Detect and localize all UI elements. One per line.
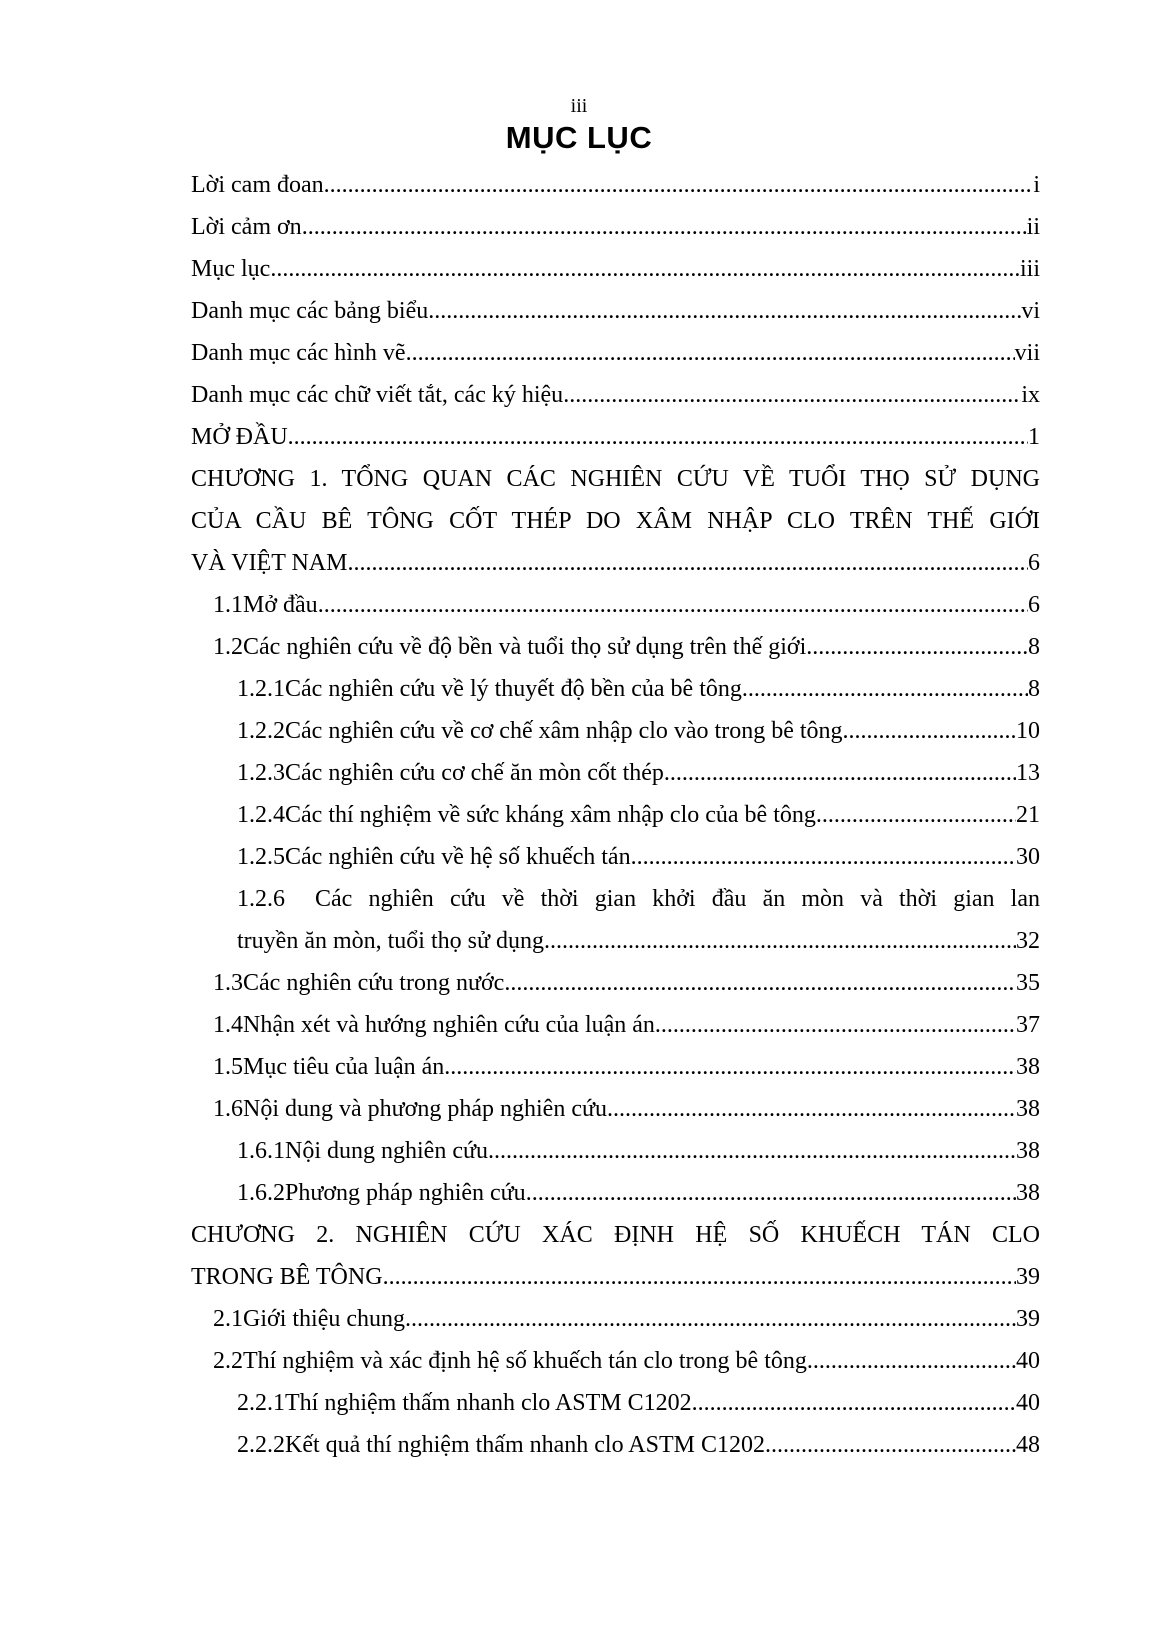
toc-entry-page: 13 (1016, 760, 1040, 786)
dot-leader (806, 626, 1028, 668)
dot-leader (383, 1256, 1016, 1298)
section-number: 1.2.1 (237, 676, 285, 702)
toc-entry-page: 6 (1028, 592, 1040, 618)
dot-leader (664, 752, 1016, 794)
section-number: 1.2 (213, 634, 243, 660)
section-number: 1.6 (213, 1096, 243, 1122)
toc-entry-1-2-4[interactable] (191, 794, 1040, 836)
toc-entry-page: ii (1026, 214, 1040, 240)
page-title: MỤC LỤC (505, 120, 653, 155)
table-of-contents (191, 164, 1040, 1466)
toc-entry-page: 40 (1016, 1348, 1040, 1374)
toc-entry-chapter-1[interactable] (191, 458, 1040, 584)
toc-entry-label: Nội dung và phương pháp nghiên cứu (243, 1096, 607, 1122)
toc-entry-label-continued: truyền ăn mòn, tuổi thọ sử dụng (237, 928, 544, 954)
dot-leader (655, 1004, 1016, 1046)
section-number: 1.3 (213, 970, 243, 996)
dot-leader (526, 1172, 1016, 1214)
dot-leader (405, 1298, 1016, 1340)
toc-entry-page: 38 (1016, 1180, 1040, 1206)
section-number: 1.2.2 (237, 718, 285, 744)
dot-leader (488, 1130, 1016, 1172)
toc-entry-page: 48 (1016, 1432, 1040, 1458)
toc-entry-label: Các nghiên cứu về hệ số khuếch tán (285, 844, 631, 870)
toc-entry-label: Các nghiên cứu về thời gian khởi đầu ăn mòn và thời gian lan (315, 886, 1040, 912)
toc-entry-page: 1 (1028, 424, 1040, 450)
toc-entry-page: vii (1014, 340, 1040, 366)
toc-entry-label: MỞ ĐẦU (191, 424, 288, 450)
toc-entry-label: Nội dung nghiên cứu (285, 1138, 488, 1164)
section-number: 1.5 (213, 1054, 243, 1080)
section-number: 1.4 (213, 1012, 243, 1038)
toc-entry-hinh-ve[interactable] (191, 332, 1040, 374)
toc-entry-1-6[interactable] (191, 1088, 1040, 1130)
toc-entry-page: 38 (1016, 1138, 1040, 1164)
toc-entry-page: 32 (1016, 928, 1040, 954)
dot-leader (444, 1046, 1016, 1088)
toc-entry-label: Lời cảm ơn (191, 214, 302, 240)
toc-entry-page: 35 (1016, 970, 1040, 996)
section-number: 1.1 (213, 592, 243, 618)
dot-leader (324, 164, 1034, 206)
toc-entry-label: Danh mục các bảng biểu (191, 298, 429, 324)
section-number: 1.2.3 (237, 760, 285, 786)
toc-entry-page: iii (1019, 256, 1040, 282)
toc-entry-1-5[interactable] (191, 1046, 1040, 1088)
toc-entry-page: 8 (1028, 676, 1040, 702)
dot-leader (428, 290, 1021, 332)
toc-entry-chu-viet-tat[interactable] (191, 374, 1040, 416)
toc-entry-label: Các nghiên cứu cơ chế ăn mòn cốt thép (285, 760, 664, 786)
toc-entry-page: 40 (1016, 1390, 1040, 1416)
dot-leader (816, 794, 1016, 836)
toc-entry-label: Lời cam đoan (191, 172, 324, 198)
toc-entry-label: Các nghiên cứu về lý thuyết độ bền của bê tông (285, 676, 742, 702)
toc-entry-page: i (1033, 172, 1040, 198)
toc-entry-muc-luc[interactable] (191, 248, 1040, 290)
section-number: 1.2.4 (237, 802, 285, 828)
toc-entry-1-2-3[interactable] (191, 752, 1040, 794)
toc-entry-1-2-1[interactable] (191, 668, 1040, 710)
section-number: 2.2 (213, 1348, 243, 1374)
page-number: iii (570, 95, 588, 117)
section-number: 1.2.6 (237, 886, 285, 912)
toc-entry-label: Nhận xét và hướng nghiên cứu của luận án (243, 1012, 655, 1038)
toc-entry-label: Danh mục các chữ viết tắt, các ký hiệu (191, 382, 564, 408)
toc-entry-2-2-2[interactable] (191, 1424, 1040, 1466)
toc-entry-1-2-5[interactable] (191, 836, 1040, 878)
toc-entry-page: 10 (1016, 718, 1040, 744)
section-number: 2.2.1 (237, 1390, 285, 1416)
toc-entry-page: 38 (1016, 1054, 1040, 1080)
toc-entry-page: 21 (1016, 802, 1040, 828)
chapter-title-line: TRONG BÊ TÔNG (191, 1264, 383, 1290)
toc-entry-mo-dau[interactable] (191, 416, 1040, 458)
chapter-title-line: CỦA CẦU BÊ TÔNG CỐT THÉP DO XÂM NHẬP CLO TRÊN THẾ GIỚI (191, 508, 1040, 534)
section-number: 1.6.1 (237, 1138, 285, 1164)
dot-leader (504, 962, 1016, 1004)
toc-entry-2-1[interactable] (191, 1298, 1040, 1340)
toc-entry-1-2[interactable] (191, 626, 1040, 668)
dot-leader (843, 710, 1016, 752)
dot-leader (742, 668, 1028, 710)
toc-entry-page: ix (1021, 382, 1040, 408)
dot-leader (631, 836, 1016, 878)
toc-entry-label: Phương pháp nghiên cứu (285, 1180, 526, 1206)
toc-entry-page: 38 (1016, 1096, 1040, 1122)
dot-leader (765, 1424, 1016, 1466)
toc-entry-1-4[interactable] (191, 1004, 1040, 1046)
section-number: 2.2.2 (237, 1432, 285, 1458)
dot-leader (692, 1382, 1016, 1424)
toc-entry-page: vi (1021, 298, 1040, 324)
toc-entry-label: Thí nghiệm thấm nhanh clo ASTM C1202 (285, 1390, 692, 1416)
toc-entry-label: Các thí nghiệm về sức kháng xâm nhập clo của bê tông (285, 802, 816, 828)
toc-entry-page: 8 (1028, 634, 1040, 660)
dot-leader (270, 248, 1020, 290)
toc-entry-1-6-1[interactable] (191, 1130, 1040, 1172)
chapter-title-line: VÀ VIỆT NAM (191, 550, 348, 576)
toc-entry-1-6-2[interactable] (191, 1172, 1040, 1214)
dot-leader (807, 1340, 1016, 1382)
dot-leader (607, 1088, 1016, 1130)
toc-entry-label: Mục lục (191, 256, 271, 282)
toc-entry-label: Thí nghiệm và xác định hệ số khuếch tán clo trong bê tông (243, 1348, 807, 1374)
toc-entry-page: 37 (1016, 1012, 1040, 1038)
toc-entry-1-1[interactable] (191, 584, 1040, 626)
toc-entry-page: 30 (1016, 844, 1040, 870)
toc-entry-loi-cam-on[interactable] (191, 206, 1040, 248)
toc-entry-page: 6 (1028, 550, 1040, 576)
toc-entry-label: Các nghiên cứu về độ bền và tuổi thọ sử dụng trên thế giới (243, 634, 807, 660)
toc-entry-1-3[interactable] (191, 962, 1040, 1004)
toc-entry-label: Các nghiên cứu trong nước (243, 970, 505, 996)
dot-leader (318, 584, 1028, 626)
toc-entry-label: Mục tiêu của luận án (243, 1054, 445, 1080)
chapter-title-line: CHƯƠNG 1. TỔNG QUAN CÁC NGHIÊN CỨU VỀ TUỔI THỌ SỬ DỤNG (191, 466, 1040, 492)
dot-leader (302, 206, 1027, 248)
toc-entry-label: Giới thiệu chung (243, 1306, 405, 1332)
section-number: 1.2.5 (237, 844, 285, 870)
toc-entry-bang-bieu[interactable] (191, 290, 1040, 332)
toc-entry-chapter-2[interactable] (191, 1214, 1040, 1298)
dot-leader (563, 374, 1021, 416)
toc-entry-1-2-6[interactable] (191, 878, 1040, 962)
toc-entry-page: 39 (1016, 1306, 1040, 1332)
toc-entry-2-2[interactable] (191, 1340, 1040, 1382)
chapter-title-line: CHƯƠNG 2. NGHIÊN CỨU XÁC ĐỊNH HỆ SỐ KHUẾCH TÁN CLO (191, 1222, 1040, 1248)
toc-entry-2-2-1[interactable] (191, 1382, 1040, 1424)
toc-entry-label: Các nghiên cứu về cơ chế xâm nhập clo vào trong bê tông (285, 718, 843, 744)
dot-leader (406, 332, 1015, 374)
toc-entry-loi-cam-doan[interactable] (191, 164, 1040, 206)
dot-leader (288, 416, 1028, 458)
section-number: 2.1 (213, 1306, 243, 1332)
toc-entry-1-2-2[interactable] (191, 710, 1040, 752)
toc-entry-label: Danh mục các hình vẽ (191, 340, 406, 366)
toc-entry-label: Kết quả thí nghiệm thấm nhanh clo ASTM C1202 (285, 1432, 765, 1458)
dot-leader (347, 542, 1028, 584)
dot-leader (544, 920, 1016, 962)
toc-entry-label: Mở đầu (243, 592, 318, 618)
toc-entry-page: 39 (1016, 1264, 1040, 1290)
section-number: 1.6.2 (237, 1180, 285, 1206)
